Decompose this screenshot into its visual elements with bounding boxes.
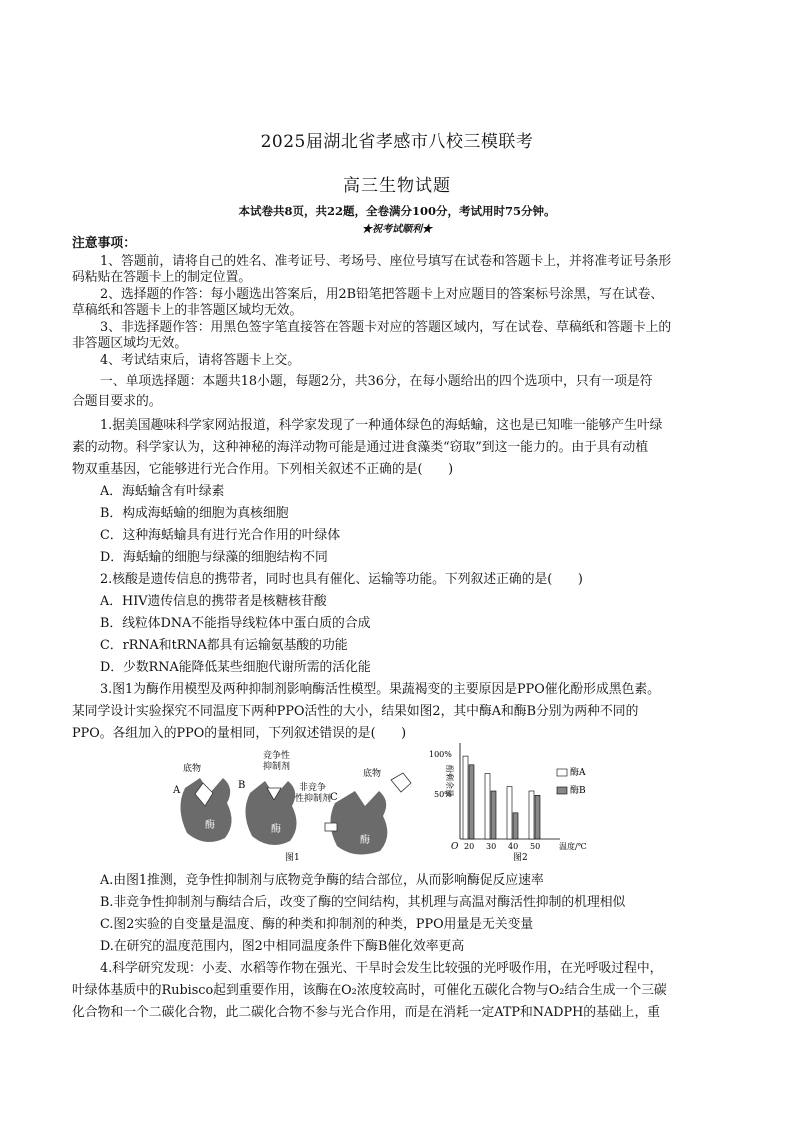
q4-stem-2: 叶绿体基质中的Rubisco起到重要作用，该酶在O₂浓度较高时，可催化五碳化合物与O₂结合生成一个三碳 <box>72 983 667 998</box>
figure-2-caption: 图2 <box>513 853 528 863</box>
q3-option-a: A.由图1推测，竞争性抑制剂与底物竞争酶的结合部位，从而影响酶促反应速率 <box>100 873 544 888</box>
label-b: B <box>238 780 246 791</box>
legend-label-b: 酶B <box>570 786 586 796</box>
substrate-label: 底物 <box>183 764 202 774</box>
enzyme-c <box>295 767 411 855</box>
q3-stem-1: 3.图1为酶作用模型及两种抑制剂影响酶活性模型。果蔬褐变的主要原因是PPO催化酚形成黑色素。 <box>100 682 660 697</box>
bar-a-30 <box>485 774 490 839</box>
figure-2-chart <box>425 735 605 863</box>
q2-stem: 2.核酸是遗传信息的携带者，同时也具有催化、运输等功能。下列叙述正确的是( ) <box>100 572 583 587</box>
y-tick-50: 50% <box>434 790 452 799</box>
q1-option-b: B．构成海蛞蝓的细胞为真核细胞 <box>100 506 289 521</box>
q2-option-a: A．HIV遗传信息的携带者是核糖核苷酸 <box>100 594 327 609</box>
legend-swatch-a <box>557 769 567 776</box>
noncompetitive-label-1: 非竞争 <box>299 783 327 793</box>
x-tick-30: 30 <box>486 842 497 851</box>
exam-info: 本试卷共8页，共22题，全卷满分100分，考试用时75分钟。 <box>238 204 556 218</box>
y-axis-title: 酚剩余量 <box>445 765 454 797</box>
bar-b-40 <box>513 813 518 839</box>
q2-option-d: D．少数RNA能降低某些细胞代谢所需的活化能 <box>100 660 371 675</box>
note-1b: 码粘贴在答题卡上的制定位置。 <box>72 270 252 285</box>
legend-swatch-b <box>557 787 567 794</box>
figure-1-caption: 图1 <box>285 853 300 863</box>
label-a: A <box>173 785 181 796</box>
y-tick-100: 100% <box>429 750 452 759</box>
note-2b: 草稿纸和答题卡上的非答题区域均无效。 <box>72 303 303 318</box>
note-4: 4、考试结束后，请将答题卡上交。 <box>100 353 301 368</box>
bar-a-40 <box>507 787 512 839</box>
note-3a: 3、非选择题作答：用黑色签字笔直接答在答题卡对应的答题区域内，写在试卷、草稿纸和答题卡上的 <box>100 320 672 335</box>
competitive-label-2: 抑制剂 <box>263 762 291 772</box>
section1-heading-cont: 合题目要求的。 <box>72 394 162 409</box>
q1-option-d: D．海蛞蝓的细胞与绿藻的细胞结构不同 <box>100 550 328 565</box>
x-axis-title: 温度/℃ <box>559 842 587 851</box>
note-1a: 1、答题前，请将自己的姓名、准考证号、考场号、座位号填写在试卷和答题卡上，并将准考证号条形 <box>100 254 672 269</box>
q3-option-b: B.非竞争性抑制剂与酶结合后，改变了酶的空间结构，其机理与高温对酶活性抑制的机理相似 <box>100 895 626 910</box>
q4-stem-1: 4.科学研究发现：小麦、水稻等作物在强光、干旱时会发生比较强的光呼吸作用，在光呼吸过程中， <box>100 961 663 976</box>
bar-b-20 <box>469 765 474 839</box>
notes-heading: 注意事项： <box>72 236 136 251</box>
x-tick-20: 20 <box>464 842 475 851</box>
exam-wish: ★祝考试顺利★ <box>362 224 432 235</box>
competitive-label-1: 竞争性 <box>263 751 291 761</box>
q1-option-c: C．这种海蛞蝓具有进行光合作用的叶绿体 <box>100 528 341 543</box>
q1-stem-2: 素的动物。科学家认为，这种神秘的海洋动物可能是通过进食藻类“窃取”到这一能力的。由于具有动植 <box>72 440 649 455</box>
legend-label-a: 酶A <box>570 768 586 778</box>
q1-option-a: A．海蛞蝓含有叶绿素 <box>100 484 225 499</box>
enzyme-a-label: 酶 <box>205 820 215 831</box>
bar-a-20 <box>463 756 468 839</box>
exam-title: 2025届湖北省孝感市八校三模联考 <box>260 132 534 152</box>
q2-option-b: B．线粒体DNA不能指导线粒体中蛋白质的合成 <box>100 616 371 631</box>
bar-b-50 <box>535 795 540 839</box>
enzyme-a <box>172 762 232 842</box>
enzyme-b <box>238 749 297 845</box>
q3-option-d: D.在研究的温度范围内，图2中相同温度条件下酶B催化效率更高 <box>100 939 465 954</box>
figure-1-enzyme-model <box>165 748 420 863</box>
enzyme-c-label: 酶 <box>360 835 370 846</box>
enzyme-b-label: 酶 <box>271 824 281 835</box>
q3-option-c: C.图2实验的自变量是温度、酶的种类和抑制剂的种类，PPO用量是无关变量 <box>100 917 534 932</box>
q1-stem-3: 物双重基因，它能够进行光合作用。下列相关叙述不正确的是( ) <box>72 462 454 477</box>
bar-b-30 <box>491 791 496 839</box>
noncompetitive-label-2: 性抑制剂 <box>295 794 332 804</box>
q4-stem-3: 化合物和一个二碳化合物，此二碳化合物不参与光合作用，而是在消耗一定ATP和NADPH的基础上，重 <box>72 1005 661 1020</box>
note-2a: 2、选择题的作答：每小题选出答案后，用2B铅笔把答题卡上对应题目的答案标号涂黑，写在试卷、 <box>100 287 664 302</box>
q2-option-c: C．rRNA和tRNA都具有运输氨基酸的功能 <box>100 638 348 653</box>
label-c: C <box>330 792 338 803</box>
q3-stem-3: PPO。各组加入的PPO的量相同，下列叙述错误的是( ) <box>72 726 407 741</box>
section1-heading: 一、单项选择题：本题共18小题，每题2分，共36分，在每小题给出的四个选项中，只有一项是符 <box>100 374 653 389</box>
origin-label: O <box>451 842 459 852</box>
note-3b: 非答题区域均无效。 <box>72 336 188 351</box>
q3-stem-2: 某同学设计实验探究不同温度下两种PPO活性的大小，结果如图2，其中酶A和酶B分别为两种不同的 <box>72 704 639 719</box>
bar-a-50 <box>529 791 534 839</box>
x-tick-40: 40 <box>508 842 519 851</box>
substrate2-label: 底物 <box>363 769 382 779</box>
exam-subject: 高三生物试题 <box>343 176 451 196</box>
q1-stem-1: 1.据美国趣味科学家网站报道，科学家发现了一种通体绿色的海蛞蝓，这也是已知唯一能够产生叶绿 <box>100 418 663 433</box>
x-tick-50: 50 <box>530 842 541 851</box>
